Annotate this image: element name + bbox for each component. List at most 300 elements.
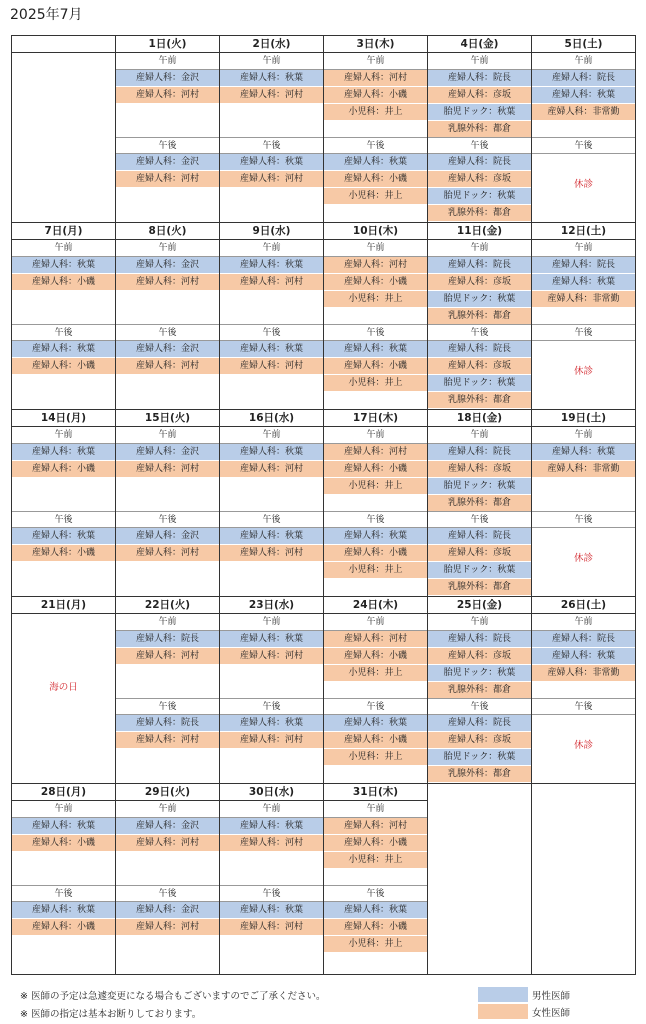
doctor-slot: 小児科：井上 (324, 291, 427, 308)
am-label: 午前 (324, 614, 427, 631)
day-header: 14日(月) (12, 410, 115, 427)
day-header: 30日(水) (220, 784, 323, 801)
day-cell (323, 222, 428, 411)
closed-label: 休診 (573, 366, 593, 377)
am-label: 午前 (12, 801, 115, 818)
week-row (12, 784, 634, 975)
day-cell (11, 783, 116, 975)
day-cell (11, 222, 116, 411)
am-label: 午前 (220, 53, 323, 70)
doctor-slot: 産婦人科：河村 (116, 732, 219, 749)
doctor-slot: 産婦人科：小磯 (324, 648, 427, 665)
doctor-slot: 胎児ドック：秋葉 (428, 375, 531, 392)
pm-label: 午後 (324, 511, 427, 528)
doctor-slot: 産婦人科：彦坂 (428, 545, 531, 562)
pm-block (532, 324, 635, 341)
doctor-slot: 小児科：井上 (324, 665, 427, 682)
closed-label: 休診 (573, 179, 593, 190)
doctor-slot: 産婦人科：院長 (116, 631, 219, 648)
am-label: 午前 (220, 614, 323, 631)
doctor-slot: 産婦人科：金沢 (116, 154, 219, 171)
doctor-slot: 産婦人科：院長 (428, 70, 531, 87)
doctor-slot: 産婦人科：小磯 (12, 461, 115, 478)
am-block (116, 801, 219, 852)
day-header: 26日(土) (532, 597, 635, 614)
legend-male-label: 男性医師 (532, 990, 571, 1002)
doctor-slot: 産婦人科：彦坂 (428, 358, 531, 375)
day-header: 25日(金) (428, 597, 531, 614)
day-header: 8日(火) (116, 223, 219, 240)
day-header: 22日(火) (116, 597, 219, 614)
am-block (428, 53, 531, 138)
doctor-slot: 産婦人科：彦坂 (428, 171, 531, 188)
am-block (116, 614, 219, 665)
pm-label: 午後 (220, 324, 323, 341)
doctor-slot: 産婦人科：秋葉 (220, 444, 323, 461)
am-label: 午前 (220, 801, 323, 818)
doctor-slot: 産婦人科：非常勤 (532, 461, 635, 478)
doctor-slot: 産婦人科：秋葉 (324, 154, 427, 171)
doctor-slot: 産婦人科：小磯 (324, 358, 427, 375)
pm-block (428, 137, 531, 222)
doctor-slot: 産婦人科：院長 (428, 257, 531, 274)
pm-block (220, 698, 323, 749)
doctor-slot: 産婦人科：金沢 (116, 341, 219, 358)
day-cell (531, 222, 636, 411)
doctor-slot: 小児科：井上 (324, 104, 427, 121)
note-line: ※ 医師の指定は基本お断りしております。 (20, 1009, 202, 1020)
doctor-slot: 小児科：井上 (324, 562, 427, 579)
doctor-slot: 産婦人科：河村 (220, 461, 323, 478)
doctor-slot: 産婦人科：金沢 (116, 444, 219, 461)
day-header: 4日(金) (428, 36, 531, 53)
pm-block (220, 324, 323, 375)
day-cell (219, 596, 324, 785)
am-label: 午前 (428, 427, 531, 444)
closed-label: 休診 (573, 553, 593, 564)
doctor-slot: 産婦人科：河村 (324, 257, 427, 274)
doctor-slot: 産婦人科：小磯 (324, 274, 427, 291)
doctor-slot: 産婦人科：河村 (220, 648, 323, 665)
doctor-slot: 産婦人科：河村 (220, 274, 323, 291)
doctor-slot: 産婦人科：河村 (116, 358, 219, 375)
pm-block (116, 324, 219, 375)
pm-block (324, 511, 427, 579)
pm-label: 午後 (532, 698, 635, 715)
day-cell (11, 596, 116, 785)
am-block (220, 614, 323, 665)
doctor-slot: 産婦人科：秋葉 (324, 715, 427, 732)
doctor-slot: 胎児ドック：秋葉 (428, 749, 531, 766)
day-cell (115, 596, 220, 785)
day-cell (323, 409, 428, 598)
pm-label: 午後 (428, 137, 531, 154)
day-cell (427, 783, 532, 975)
doctor-slot: 産婦人科：秋葉 (12, 341, 115, 358)
am-block (324, 427, 427, 495)
closed-label: 休診 (573, 740, 593, 751)
am-label: 午前 (12, 240, 115, 257)
am-label: 午前 (324, 240, 427, 257)
am-label: 午前 (324, 801, 427, 818)
pm-block (220, 137, 323, 188)
am-label: 午前 (12, 427, 115, 444)
doctor-slot: 乳腺外科：都倉 (428, 205, 531, 222)
am-block (12, 801, 115, 852)
am-block (428, 240, 531, 325)
day-header: 9日(水) (220, 223, 323, 240)
pm-label: 午後 (116, 137, 219, 154)
pm-label: 午後 (220, 698, 323, 715)
day-cell (11, 409, 116, 598)
am-block (532, 614, 635, 682)
doctor-slot: 乳腺外科：都倉 (428, 308, 531, 325)
am-block (532, 427, 635, 478)
pm-label: 午後 (428, 511, 531, 528)
am-block (428, 614, 531, 699)
doctor-slot: 産婦人科：秋葉 (532, 648, 635, 665)
am-block (116, 240, 219, 291)
pm-label: 午後 (532, 511, 635, 528)
am-label: 午前 (116, 427, 219, 444)
doctor-slot: 胎児ドック：秋葉 (428, 478, 531, 495)
doctor-slot: 小児科：井上 (324, 852, 427, 869)
pm-block (324, 324, 427, 392)
pm-label: 午後 (12, 885, 115, 902)
doctor-slot: 産婦人科：小磯 (324, 461, 427, 478)
pm-block (220, 511, 323, 562)
doctor-slot: 産婦人科：院長 (116, 715, 219, 732)
doctor-slot: 産婦人科：河村 (116, 274, 219, 291)
doctor-slot: 産婦人科：秋葉 (324, 902, 427, 919)
doctor-slot: 胎児ドック：秋葉 (428, 104, 531, 121)
doctor-slot: 産婦人科：金沢 (116, 818, 219, 835)
legend-female (478, 1003, 570, 1020)
am-block (220, 53, 323, 104)
doctor-slot: 産婦人科：河村 (116, 919, 219, 936)
schedule-calendar (12, 36, 634, 974)
doctor-slot: 産婦人科：彦坂 (428, 648, 531, 665)
day-cell (531, 409, 636, 598)
day-header: 2日(水) (220, 36, 323, 53)
doctor-slot: 産婦人科：秋葉 (220, 715, 323, 732)
day-header: 5日(土) (532, 36, 635, 53)
doctor-slot: 産婦人科：彦坂 (428, 732, 531, 749)
doctor-slot: 産婦人科：金沢 (116, 257, 219, 274)
am-block (428, 427, 531, 512)
doctor-slot: 産婦人科：小磯 (324, 545, 427, 562)
doctor-slot: 産婦人科：院長 (532, 257, 635, 274)
doctor-slot: 乳腺外科：都倉 (428, 579, 531, 596)
am-label: 午前 (220, 427, 323, 444)
pm-block (220, 885, 323, 936)
pm-block (532, 511, 635, 528)
pm-block (116, 137, 219, 188)
pm-block (116, 885, 219, 936)
doctor-slot: 産婦人科：河村 (116, 545, 219, 562)
doctor-slot: 産婦人科：小磯 (324, 919, 427, 936)
am-block (324, 240, 427, 308)
doctor-slot: 胎児ドック：秋葉 (428, 562, 531, 579)
pm-block (324, 885, 427, 953)
pm-block (428, 511, 531, 596)
pm-block (428, 324, 531, 409)
day-header: 18日(金) (428, 410, 531, 427)
am-block (116, 427, 219, 478)
pm-label: 午後 (116, 885, 219, 902)
doctor-slot: 産婦人科：小磯 (12, 835, 115, 852)
doctor-slot: 産婦人科：秋葉 (324, 528, 427, 545)
day-header (12, 36, 115, 53)
am-label: 午前 (428, 53, 531, 70)
day-cell (115, 222, 220, 411)
pm-label: 午後 (12, 324, 115, 341)
doctor-slot: 産婦人科：小磯 (324, 835, 427, 852)
doctor-slot: 産婦人科：秋葉 (220, 70, 323, 87)
doctor-slot: 産婦人科：河村 (116, 648, 219, 665)
day-cell (115, 35, 220, 224)
pm-label: 午後 (428, 698, 531, 715)
pm-block (116, 511, 219, 562)
am-block (324, 801, 427, 869)
doctor-slot: 産婦人科：秋葉 (220, 631, 323, 648)
pm-label: 午後 (324, 698, 427, 715)
doctor-slot: 産婦人科：院長 (428, 444, 531, 461)
day-cell (219, 222, 324, 411)
day-cell (427, 35, 532, 224)
doctor-slot: 産婦人科：河村 (220, 358, 323, 375)
pm-block (428, 698, 531, 783)
doctor-slot: 産婦人科：秋葉 (532, 444, 635, 461)
am-label: 午前 (428, 614, 531, 631)
doctor-slot: 産婦人科：河村 (220, 87, 323, 104)
am-block (532, 53, 635, 121)
legend (478, 986, 570, 1020)
day-header: 19日(土) (532, 410, 635, 427)
day-header: 11日(金) (428, 223, 531, 240)
pm-block (12, 885, 115, 936)
day-cell (323, 783, 428, 975)
doctor-slot: 産婦人科：秋葉 (12, 528, 115, 545)
doctor-slot: 産婦人科：河村 (324, 818, 427, 835)
calendar-title: 2025年7月 (10, 7, 83, 23)
doctor-slot: 産婦人科：河村 (116, 461, 219, 478)
doctor-slot: 産婦人科：金沢 (116, 70, 219, 87)
doctor-slot: 産婦人科：秋葉 (220, 902, 323, 919)
am-block (220, 427, 323, 478)
legend-female-swatch (478, 1004, 528, 1019)
day-header: 15日(火) (116, 410, 219, 427)
doctor-slot: 胎児ドック：秋葉 (428, 188, 531, 205)
am-block (116, 53, 219, 104)
doctor-slot: 産婦人科：秋葉 (220, 341, 323, 358)
day-header: 3日(木) (324, 36, 427, 53)
pm-block (324, 137, 427, 205)
pm-label: 午後 (116, 511, 219, 528)
notes (20, 988, 325, 1024)
am-label: 午前 (532, 53, 635, 70)
day-cell (219, 409, 324, 598)
doctor-slot: 産婦人科：秋葉 (12, 902, 115, 919)
legend-female-label: 女性医師 (532, 1007, 571, 1019)
am-block (12, 427, 115, 478)
am-label: 午前 (532, 427, 635, 444)
doctor-slot: 小児科：井上 (324, 749, 427, 766)
doctor-slot: 産婦人科：小磯 (12, 358, 115, 375)
am-block (532, 240, 635, 308)
doctor-slot: 小児科：井上 (324, 936, 427, 953)
doctor-slot: 産婦人科：河村 (116, 171, 219, 188)
doctor-slot: 産婦人科：彦坂 (428, 87, 531, 104)
doctor-slot: 産婦人科：河村 (220, 545, 323, 562)
am-label: 午前 (220, 240, 323, 257)
am-block (324, 614, 427, 682)
doctor-slot: 産婦人科：河村 (220, 835, 323, 852)
pm-label: 午後 (116, 324, 219, 341)
pm-label: 午後 (324, 324, 427, 341)
pm-label: 午後 (220, 137, 323, 154)
day-cell (115, 783, 220, 975)
legend-male (478, 986, 570, 1003)
day-cell (531, 783, 636, 975)
doctor-slot: 産婦人科：秋葉 (324, 341, 427, 358)
doctor-slot: 胎児ドック：秋葉 (428, 665, 531, 682)
day-cell (427, 409, 532, 598)
day-header: 28日(月) (12, 784, 115, 801)
am-label: 午前 (116, 53, 219, 70)
doctor-slot: 産婦人科：金沢 (116, 902, 219, 919)
doctor-slot: 産婦人科：小磯 (12, 919, 115, 936)
pm-block (12, 511, 115, 562)
am-block (12, 240, 115, 291)
day-cell (531, 596, 636, 785)
doctor-slot: 産婦人科：河村 (324, 631, 427, 648)
pm-block (532, 698, 635, 715)
day-cell (427, 222, 532, 411)
doctor-slot: 産婦人科：非常勤 (532, 291, 635, 308)
pm-label: 午後 (532, 137, 635, 154)
doctor-slot: 小児科：井上 (324, 188, 427, 205)
pm-label: 午後 (220, 511, 323, 528)
week-row (12, 410, 634, 598)
day-header: 12日(土) (532, 223, 635, 240)
pm-label: 午後 (220, 885, 323, 902)
doctor-slot: 産婦人科：河村 (324, 444, 427, 461)
doctor-slot: 産婦人科：小磯 (324, 732, 427, 749)
am-block (220, 801, 323, 852)
doctor-slot: 乳腺外科：都倉 (428, 392, 531, 409)
pm-block (12, 324, 115, 375)
day-cell (219, 783, 324, 975)
doctor-slot: 産婦人科：河村 (220, 919, 323, 936)
doctor-slot: 産婦人科：秋葉 (12, 818, 115, 835)
note-line: ※ 医師の予定は急遽変更になる場合もございますのでご了承ください。 (20, 991, 326, 1002)
doctor-slot: 産婦人科：河村 (324, 70, 427, 87)
doctor-slot: 産婦人科：小磯 (12, 545, 115, 562)
am-label: 午前 (324, 53, 427, 70)
am-label: 午前 (532, 614, 635, 631)
pm-label: 午後 (428, 324, 531, 341)
doctor-slot: 産婦人科：院長 (428, 631, 531, 648)
doctor-slot: 産婦人科：秋葉 (220, 257, 323, 274)
day-cell (531, 35, 636, 224)
doctor-slot: 産婦人科：院長 (532, 70, 635, 87)
doctor-slot: 産婦人科：秋葉 (220, 818, 323, 835)
doctor-slot: 小児科：井上 (324, 375, 427, 392)
day-cell (115, 409, 220, 598)
doctor-slot: 産婦人科：院長 (428, 715, 531, 732)
doctor-slot: 産婦人科：秋葉 (220, 528, 323, 545)
day-header: 21日(月) (12, 597, 115, 614)
am-label: 午前 (428, 240, 531, 257)
am-label: 午前 (532, 240, 635, 257)
doctor-slot: 産婦人科：河村 (220, 171, 323, 188)
day-header: 24日(木) (324, 597, 427, 614)
am-label: 午前 (116, 614, 219, 631)
doctor-slot: 産婦人科：金沢 (116, 528, 219, 545)
doctor-slot: 乳腺外科：都倉 (428, 121, 531, 138)
pm-label: 午後 (324, 885, 427, 902)
day-header: 23日(水) (220, 597, 323, 614)
day-header: 16日(水) (220, 410, 323, 427)
doctor-slot: 産婦人科：秋葉 (220, 154, 323, 171)
doctor-slot: 産婦人科：彦坂 (428, 274, 531, 291)
doctor-slot: 乳腺外科：都倉 (428, 682, 531, 699)
pm-block (532, 137, 635, 154)
legend-male-swatch (478, 987, 528, 1002)
doctor-slot: 産婦人科：河村 (116, 87, 219, 104)
holiday-label: 海の日 (49, 682, 78, 693)
doctor-slot: 産婦人科：河村 (116, 835, 219, 852)
doctor-slot: 産婦人科：秋葉 (12, 444, 115, 461)
doctor-slot: 小児科：井上 (324, 478, 427, 495)
doctor-slot: 産婦人科：彦坂 (428, 461, 531, 478)
day-header: 17日(木) (324, 410, 427, 427)
pm-block (324, 698, 427, 766)
pm-label: 午後 (324, 137, 427, 154)
day-cell (323, 35, 428, 224)
pm-label: 午後 (12, 511, 115, 528)
am-label: 午前 (324, 427, 427, 444)
doctor-slot: 産婦人科：秋葉 (532, 87, 635, 104)
doctor-slot: 産婦人科：非常勤 (532, 104, 635, 121)
doctor-slot: 乳腺外科：都倉 (428, 495, 531, 512)
day-cell (219, 35, 324, 224)
day-header: 10日(木) (324, 223, 427, 240)
doctor-slot: 産婦人科：河村 (220, 732, 323, 749)
doctor-slot: 産婦人科：院長 (428, 154, 531, 171)
pm-label: 午後 (532, 324, 635, 341)
day-header: 7日(月) (12, 223, 115, 240)
week-row (12, 597, 634, 785)
pm-block (116, 698, 219, 749)
doctor-slot: 胎児ドック：秋葉 (428, 291, 531, 308)
doctor-slot: 乳腺外科：都倉 (428, 766, 531, 783)
doctor-slot: 産婦人科：院長 (428, 528, 531, 545)
week-row (12, 223, 634, 411)
day-cell (11, 35, 116, 224)
doctor-slot: 産婦人科：小磯 (324, 171, 427, 188)
doctor-slot: 産婦人科：院長 (428, 341, 531, 358)
day-header: 29日(火) (116, 784, 219, 801)
doctor-slot: 産婦人科：小磯 (12, 274, 115, 291)
am-label: 午前 (116, 801, 219, 818)
doctor-slot: 産婦人科：秋葉 (532, 274, 635, 291)
doctor-slot: 産婦人科：秋葉 (12, 257, 115, 274)
doctor-slot: 産婦人科：院長 (532, 631, 635, 648)
day-cell (323, 596, 428, 785)
doctor-slot: 産婦人科：非常勤 (532, 665, 635, 682)
